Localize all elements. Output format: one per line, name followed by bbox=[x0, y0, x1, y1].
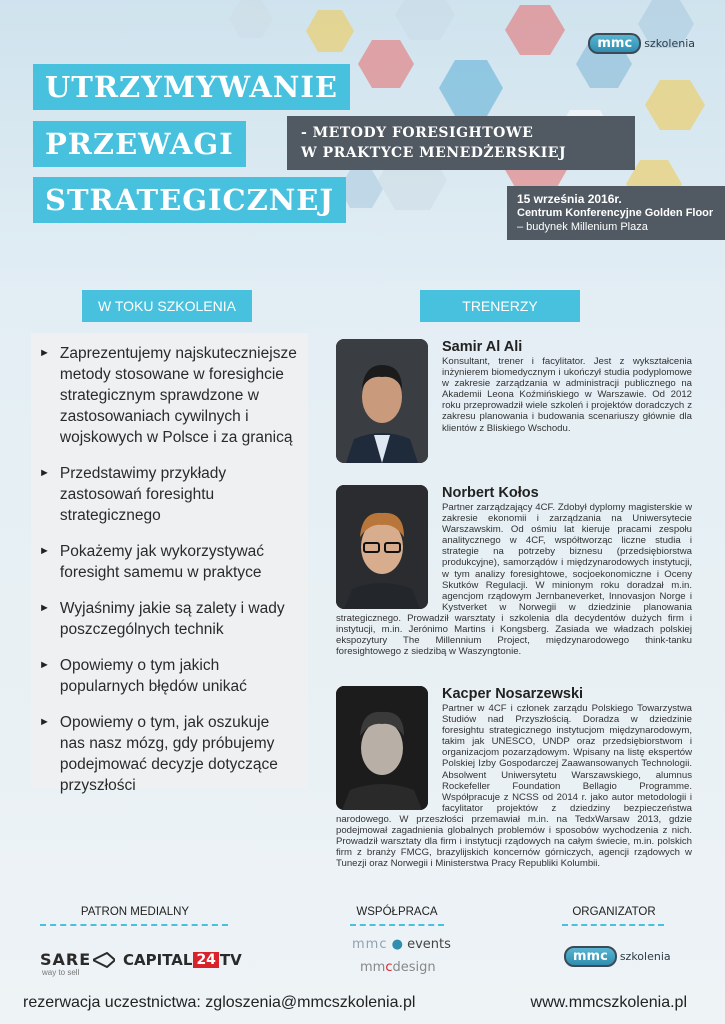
bullet-arrow-icon: ► bbox=[39, 659, 50, 671]
bullet-text: Pokażemy jak wykorzystywać foresight samemu w praktyce bbox=[59, 543, 265, 581]
trainer-name: Kacper Nosarzewski bbox=[442, 686, 584, 702]
capital-text: CAPITAL bbox=[123, 951, 193, 969]
title-line-2: PRZEWAGI bbox=[33, 121, 246, 167]
mmc-design-design: design bbox=[392, 960, 436, 975]
section-tab-trainers: TRENERZY bbox=[420, 290, 580, 322]
mmc-design-c: c bbox=[385, 960, 393, 975]
list-item bbox=[39, 541, 298, 583]
logo-mmc-badge: mmc bbox=[588, 33, 641, 54]
sare-logo[interactable] bbox=[40, 950, 115, 977]
org-logo-szkolenia: szkolenia bbox=[619, 950, 671, 963]
trainer-photo bbox=[336, 339, 428, 463]
training-bullets-panel bbox=[31, 333, 308, 794]
trainer-samir-al-ali bbox=[336, 339, 692, 465]
reservation-contact[interactable]: rezerwacja uczestnictwa: zgloszenia@mmcszkolenia.pl bbox=[23, 994, 416, 1011]
org-logo-mmc-badge: mmc bbox=[564, 946, 617, 967]
list-item bbox=[39, 712, 298, 796]
title-line-1: UTRZYMYWANIE bbox=[33, 64, 350, 110]
trainer-bio: Konsultant, trener i facylitator. Jest z wykształcenia inżynierem biomedycznym i ukończył studia podyplomowe w zakresie zarządzania w administracji publicznego na Akademii Leona Koźmińskiego w Warszawie. Od 2012 roku przeprowadził wiele szkoleń i projektów doradczych z zakresu planowania i budowania scenariuszy głównie dla klientów z Bliskiego Wschodu. bbox=[442, 356, 692, 434]
bullet-arrow-icon: ► bbox=[39, 716, 50, 728]
bullet-arrow-icon: ► bbox=[39, 347, 50, 359]
bullet-text: Wyjaśnimy jakie są zalety i wady poszczególnych technik bbox=[59, 600, 285, 638]
trainer-norbert-kolos bbox=[336, 485, 692, 657]
event-venue: Centrum Konferencyjne Golden Floor bbox=[517, 207, 714, 219]
trainer-photo bbox=[336, 485, 428, 609]
portrait-icon bbox=[336, 485, 428, 609]
mmc-events-events: events bbox=[407, 937, 451, 952]
patron-divider bbox=[40, 924, 228, 926]
list-item bbox=[39, 598, 298, 640]
capital-tv-text: TV bbox=[219, 951, 242, 969]
list-item bbox=[39, 655, 298, 697]
event-info-box bbox=[507, 186, 725, 240]
trainer-photo bbox=[336, 686, 428, 810]
website-link[interactable]: www.mmcszkolenia.pl bbox=[530, 994, 687, 1011]
trainer-name: Norbert Kołos bbox=[442, 485, 539, 501]
capital-24-badge: 24 bbox=[193, 952, 218, 968]
capital24-logo[interactable] bbox=[123, 951, 242, 969]
bullet-text: Zaprezentujemy najskuteczniejsze metody stosowane w foresighcie strategicznym sprawdzone w zastosowaniach cywilnych i wojskowych w Polsce i za granicą bbox=[59, 345, 297, 446]
bullet-arrow-icon: ► bbox=[39, 545, 50, 557]
organizer-divider bbox=[562, 924, 664, 926]
bullet-text: Przedstawimy przykłady zastosowań foresightu strategicznego bbox=[59, 465, 227, 524]
portrait-icon bbox=[336, 339, 428, 463]
organizer-mmc-logo[interactable] bbox=[564, 946, 671, 967]
sare-tagline: way to sell bbox=[42, 968, 80, 977]
subtitle-line-2: W PRAKTYCE MENEDŻERSKIEJ bbox=[301, 145, 567, 161]
event-venue-building: – budynek Millenium Plaza bbox=[517, 221, 648, 233]
trainer-bio: Partner w 4CF i członek zarządu Polskiego Towarzystwa Studiów nad Przyszłością. Doradza w dziedzinie foresightu strategicznego instytucjom międzynarodowym, takim jak UNESCO, UNDP oraz przedsiębiorstwom i organizacjom pozarządowym. Wpisany na listę ekspertów Polskiej Izby Gospodarczej Zaawansowanych Technologii. Absolwent Uniwersytetu Warszawskiego, alumnus Rockefeller Foundation Bellagio Programme. Współpracuje z NCSS od 2014 r. jako autor metodologii i facylitator projektów z dziedziny bezpieczeństwa narodowego. W przeszłości przemawiał m.in. na TedxWarsaw 2013, gdzie podejmował zagadnienia globalnych problemów i sposobów wychodzenia z nich. Prowadził warsztaty dla firm i instytucji rządowych na całym świecie, m.in. polskich firm z branży FMCG, brazylijskich koncernów górniczych, agencji rządowych w Tunezji oraz Norwegii i Ministerstwa Pracy Republiki Kolumbii. bbox=[336, 703, 692, 870]
title-line-3: STRATEGICZNEJ bbox=[33, 177, 346, 223]
subtitle-line-1: - METODY FORESIGHTOWE bbox=[301, 125, 534, 141]
mmc-design-logo[interactable] bbox=[360, 960, 436, 975]
bullet-arrow-icon: ► bbox=[39, 467, 50, 479]
event-date: 15 września 2016r. bbox=[517, 192, 622, 206]
bullet-text: Opowiemy o tym jakich popularnych błędów unikać bbox=[59, 657, 247, 695]
trainer-name: Samir Al Ali bbox=[442, 339, 523, 355]
patron-label: PATRON MEDIALNY bbox=[80, 906, 190, 918]
dot-icon: ● bbox=[391, 937, 403, 952]
list-item bbox=[39, 343, 298, 448]
mmc-events-mmc: mmc bbox=[352, 937, 388, 952]
mmc-events-logo[interactable] bbox=[352, 937, 451, 952]
subtitle-box bbox=[287, 116, 635, 170]
logo-szkolenia-text: szkolenia bbox=[644, 37, 695, 50]
coop-label: WSPÓŁPRACA bbox=[356, 906, 438, 918]
section-tab-training: W TOKU SZKOLENIA bbox=[82, 290, 252, 322]
bullet-text: Opowiemy o tym, jak oszukuje nas nasz mózg, gdy próbujemy podejmować decyzje dotyczące przyszłości bbox=[59, 714, 278, 794]
coop-divider bbox=[350, 924, 444, 926]
list-item bbox=[39, 463, 298, 526]
mmc-szkolenia-logo[interactable] bbox=[588, 33, 695, 54]
sare-logo-text: SARE bbox=[40, 950, 92, 969]
portrait-icon bbox=[336, 686, 428, 810]
organizer-label: ORGANIZATOR bbox=[572, 906, 656, 918]
trainer-kacper-nosarzewski bbox=[336, 686, 692, 869]
trainer-bio: Partner zarządzający 4CF. Zdobył dyplomy magisterskie w zakresie ekonomii i zarządzania na Uniwersytecie Warszawskim. Od ośmiu lat kieruje pracami zespołu analitycznego w 4CF, współtworząc liczne studia i strategie na potrzeby biznesu (przedsiębiorstwa produkcyjne), samorządów i międzynarodowych instytucji, w tym analizy foresightowe, socjoekonomiczne i Oceny Skutków Regulacji. W minionym roku doradzał m.in. agencjom rządowym Jernbaneverket, Innovasjon Norge i Kystverket w Norwegii w dziedzinie planowania strategicznego. Prowadził warsztaty i szkolenia dla decydentów dużych firm i instytucji, m.in. Jerónimo Martins i Kongsberg. Zasiada we władzach polskiej ekspozytury The Millennium Project, międzynarodowego think-tanku foresightowego z siedzibą w Waszyngtonie. bbox=[336, 502, 692, 658]
mmc-design-mm: mm bbox=[360, 960, 386, 975]
sare-arrow-icon bbox=[93, 952, 115, 968]
bullet-arrow-icon: ► bbox=[39, 602, 50, 614]
